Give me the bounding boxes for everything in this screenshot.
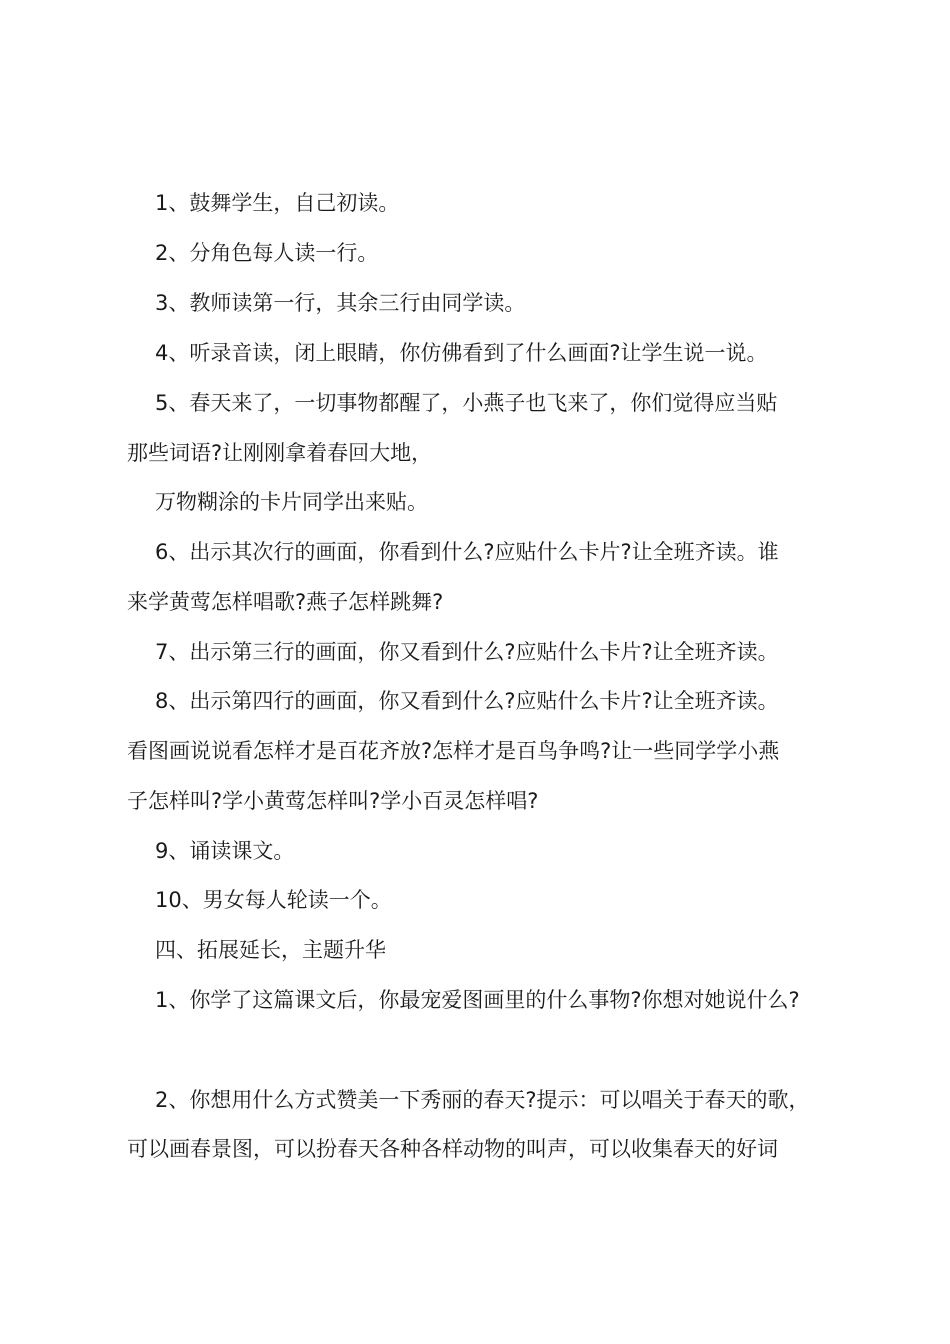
paragraph-line: 看图画说说看怎样才是百花齐放?怎样才是百鸟争鸣?让一些同学学小燕 bbox=[127, 739, 780, 763]
paragraph-line: 8、出示第四行的画面，你又看到什么?应贴什么卡片?让全班齐读。 bbox=[155, 689, 779, 713]
paragraph-line: 1、你学了这篇课文后，你最宠爱图画里的什么事物?你想对她说什么? bbox=[155, 988, 800, 1012]
paragraph-line: 来学黄莺怎样唱歌?燕子怎样跳舞? bbox=[127, 590, 444, 614]
paragraph-line: 3、教师读第一行，其余三行由同学读。 bbox=[155, 291, 526, 315]
paragraph-line: 4、听录音读，闭上眼睛，你仿佛看到了什么画面?让学生说一说。 bbox=[155, 341, 768, 365]
paragraph-line: 6、出示其次行的画面，你看到什么?应贴什么卡片?让全班齐读。谁 bbox=[155, 540, 779, 564]
paragraph-line: 9、诵读课文。 bbox=[155, 839, 295, 863]
paragraph-line: 万物糊涂的卡片同学出来贴。 bbox=[155, 490, 428, 514]
paragraph-line: 2、分角色每人读一行。 bbox=[155, 241, 379, 265]
paragraph-line: 子怎样叫?学小黄莺怎样叫?学小百灵怎样唱? bbox=[127, 789, 539, 813]
section-heading: 四、拓展延长，主题升华 bbox=[155, 938, 386, 962]
paragraph-line: 7、出示第三行的画面，你又看到什么?应贴什么卡片?让全班齐读。 bbox=[155, 640, 779, 664]
paragraph-line: 2、你想用什么方式赞美一下秀丽的春天?提示：可以唱关于春天的歌， bbox=[155, 1088, 810, 1112]
paragraph-line: 可以画春景图，可以扮春天各种各样动物的叫声，可以收集春天的好词 bbox=[127, 1137, 778, 1161]
paragraph-line: 那些词语?让刚刚拿着春回大地， bbox=[127, 441, 433, 465]
paragraph-line: 10、男女每人轮读一个。 bbox=[155, 888, 392, 912]
paragraph-line: 5、春天来了，一切事物都醒了，小燕子也飞来了，你们觉得应当贴 bbox=[155, 391, 778, 415]
paragraph-line: 1、鼓舞学生，自己初读。 bbox=[155, 191, 400, 215]
